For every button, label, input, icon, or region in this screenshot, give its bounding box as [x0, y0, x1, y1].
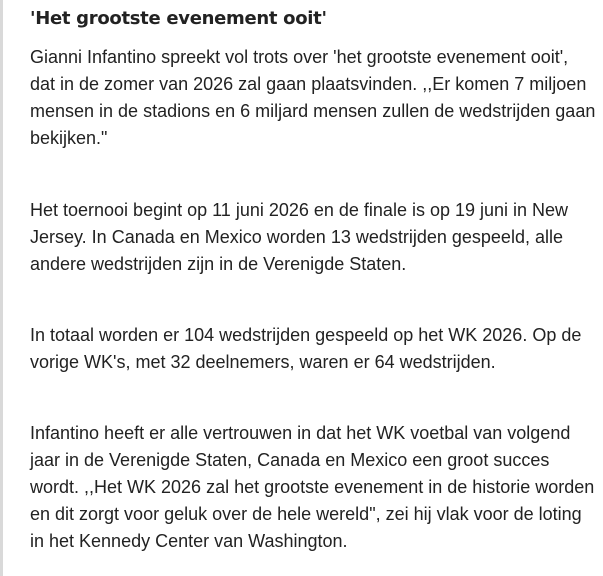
paragraph-schedule: Het toernooi begint op 11 juni 2026 en de finale is op 19 juni in New Jersey. In Canada en Mexico worden 13 wedstrijden gespeeld, alle andere wedstrijden zijn in de Verenigde Staten.	[30, 200, 569, 274]
paragraph-quote: Infantino heeft er alle vertrouwen in dat het WK voetbal van volgend jaar in de Verenigde Staten, Canada en Mexico een groot succes wordt. ,,Het WK 2026 zal het grootste evenement in de historie worden en dit zorgt voor geluk over de hele wereld", zei hij vlak voor de loting in het Kennedy Center van Washington.	[30, 423, 595, 551]
paragraph-intro: Gianni Infantino spreekt vol trots over 'het grootste evenement ooit', dat in de zomer van 2026 zal gaan plaatsvinden. ,,Er komen 7 miljoen mensen in de stadions en 6 miljard mensen zullen de wedstrijden gaan bekijken."	[30, 47, 596, 148]
section-heading: 'Het grootste evenement ooit'	[30, 8, 327, 29]
paragraph-match-count: In totaal worden er 104 wedstrijden gespeeld op het WK 2026. Op de vorige WK's, met 32 deelnemers, waren er 64 wedstrijden.	[30, 325, 582, 372]
